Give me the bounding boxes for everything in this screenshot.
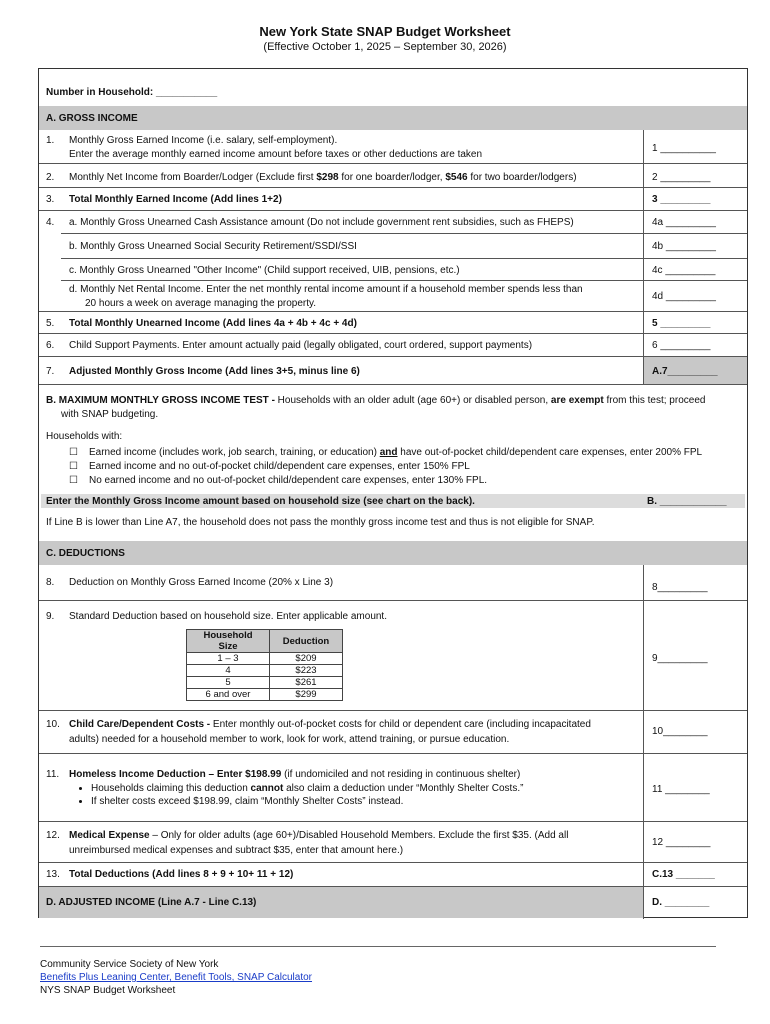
option-130-text: No earned income and no out-of-pocket child/dependent care expenses, enter 130% FPL. (89, 475, 488, 486)
list-item: • If shelter costs exceed $198.99, claim “Monthly Shelter Costs” instead. (91, 795, 523, 808)
row-9-label: Standard Deduction based on household size. Enter applicable amount. (69, 611, 387, 622)
standard-deduction-table (186, 629, 343, 701)
row-11-text: (if undomiciled and not residing in continuous shelter) (281, 769, 521, 780)
row-2-label-pre: Monthly Net Income from Boarder/Lodger (Exclude first (69, 172, 317, 183)
row-12-sublabel: unreimbursed medical expenses and subtract $35, enter that amount here.) (69, 845, 404, 856)
row-divider (39, 356, 747, 357)
row-10-title: Child Care/Dependent Costs - (69, 719, 211, 730)
row-13-number: 13. (46, 869, 60, 880)
row-1-number: 1. (46, 135, 55, 146)
row-divider (39, 886, 747, 887)
row-divider (39, 210, 747, 211)
household-size-cell: 1 – 3 (187, 653, 270, 665)
row-13-label: Total Deductions (Add lines 8 + 9 + 10+ 11 + 12) (69, 869, 294, 880)
row-4c-label: c. Monthly Gross Unearned "Other Income" (Child support received, UIB, pensions, etc.) (69, 265, 460, 276)
row-6-label: Child Support Payments. Enter amount actually paid (legally obligated, court ordered, support payments) (69, 340, 533, 351)
line-c13-input[interactable]: C.13 _______ (652, 869, 715, 880)
row-divider (39, 333, 747, 334)
line-1-input[interactable]: 1 __________ (652, 143, 716, 154)
section-a-header (39, 106, 747, 130)
worksheet-form (38, 68, 748, 918)
table-row (187, 677, 343, 689)
household-count-field[interactable]: Number in Household: ___________ (46, 87, 218, 98)
row-7-number: 7. (46, 366, 55, 377)
household-size-cell: 6 and over (187, 689, 270, 701)
row-1-sublabel: Enter the average monthly earned income amount before taxes or other deductions are taken (69, 149, 483, 160)
table-header-household-size: Household Size (187, 630, 270, 653)
boarder-exclusion-one: $298 (316, 172, 339, 183)
line-10-input[interactable]: 10________ (652, 726, 708, 737)
section-c-title: C. DEDUCTIONS (46, 548, 125, 559)
row-5-number: 5. (46, 318, 55, 329)
enter-gross-income-label: Enter the Monthly Gross Income amount based on household size (see chart on the back). (46, 496, 475, 507)
row-divider (39, 753, 747, 754)
deduction-cell: $209 (270, 653, 343, 665)
row-divider (39, 384, 747, 385)
section-b-text-1: Households with an older adult (age 60+) or disabled person, (274, 395, 551, 406)
row-10-number: 10. (46, 719, 60, 730)
option-200-text-and: and (379, 447, 398, 458)
row-divider (39, 187, 747, 188)
row-2-label-post: for two boarder/lodgers) (467, 172, 577, 183)
checkbox-icon[interactable]: ☐ (69, 475, 78, 486)
table-row (187, 665, 343, 677)
row-4a-label: a. Monthly Gross Unearned Cash Assistance amount (Do not include government rent subsidies, such as FHEPS) (69, 217, 574, 228)
row-2-number: 2. (46, 172, 55, 183)
row-10-sublabel: adults) needed for a household member to work, look for work, attend training, or pursue education. (69, 734, 510, 745)
section-b-title: B. MAXIMUM MONTHLY GROSS INCOME TEST - (46, 395, 275, 406)
row-divider (39, 862, 747, 863)
bullet-1-post: also claim a deduction under “Monthly Shelter Costs.” (283, 783, 524, 794)
bullet-1-cannot: cannot (250, 783, 284, 794)
option-150-fpl[interactable] (69, 461, 470, 472)
row-12-text: – Only for older adults (age 60+)/Disabled Household Members. Exclude the first $35. (Add all (149, 830, 569, 841)
row-divider (39, 600, 747, 601)
section-b-exempt: are exempt (550, 395, 604, 406)
line-4d-input[interactable]: 4d _________ (652, 291, 716, 302)
line-2-input[interactable]: 2 _________ (652, 172, 711, 183)
row-12-label (69, 830, 568, 841)
option-200-text-post: have out-of-pocket child/dependent care expenses, enter 200% FPL (397, 447, 703, 458)
section-b-intro (46, 395, 736, 406)
section-b-text-3: with SNAP budgeting. (61, 409, 159, 420)
row-divider (39, 163, 747, 164)
row-4-number: 4. (46, 217, 55, 228)
line-6-input[interactable]: 6 _________ (652, 340, 711, 351)
row-4d-label: d. Monthly Net Rental Income. Enter the net monthly rental income amount if a household member spends less than (69, 284, 583, 295)
line-12-input[interactable]: 12 ________ (652, 837, 711, 848)
deduction-cell: $261 (270, 677, 343, 689)
line-4c-input[interactable]: 4c _________ (652, 265, 716, 276)
row-divider (61, 233, 747, 234)
table-header-deduction: Deduction (270, 630, 343, 653)
boarder-exclusion-two: $546 (445, 172, 468, 183)
row-11-bullets (69, 782, 523, 808)
row-1-label: Monthly Gross Earned Income (i.e. salary, self-employment). (69, 135, 338, 146)
option-200-fpl[interactable] (69, 447, 702, 458)
row-3-number: 3. (46, 194, 55, 205)
section-a-title: A. GROSS INCOME (46, 113, 138, 124)
row-divider (61, 258, 747, 259)
households-with-label: Households with: (46, 431, 123, 442)
row-divider (39, 710, 747, 711)
line-5-input[interactable]: 5 _________ (652, 318, 711, 329)
footer-org: Community Service Society of New York (40, 959, 219, 970)
list-item (91, 782, 523, 795)
deduction-cell: $299 (270, 689, 343, 701)
row-5-label: Total Monthly Unearned Income (Add lines 4a + 4b + 4c + 4d) (69, 318, 357, 329)
section-d-title: D. ADJUSTED INCOME (Line A.7 - Line C.13) (46, 897, 257, 908)
row-11-number: 11. (46, 769, 60, 780)
row-4b-label: b. Monthly Gross Unearned Social Security Retirement/SSDI/SSI (69, 241, 357, 252)
row-4d-sublabel: 20 hours a week on average managing the property. (85, 298, 317, 309)
row-8-number: 8. (46, 577, 55, 588)
section-c-header (39, 541, 747, 565)
line-b-input[interactable]: B. ____________ (647, 496, 727, 507)
row-7-label: Adjusted Monthly Gross Income (Add lines 3+5, minus line 6) (69, 366, 360, 377)
row-2-label (69, 172, 577, 183)
household-size-cell: 5 (187, 677, 270, 689)
household-size-cell: 4 (187, 665, 270, 677)
deduction-cell: $223 (270, 665, 343, 677)
line-4a-input[interactable]: 4a _________ (652, 217, 716, 228)
footer-doc-title: NYS SNAP Budget Worksheet (40, 985, 176, 996)
row-11-title: Homeless Income Deduction – Enter $198.99 (69, 769, 282, 780)
page-title: New York State SNAP Budget Worksheet (259, 24, 511, 39)
row-11-label (69, 769, 520, 780)
row-10-label (69, 719, 591, 730)
footer-link[interactable]: Benefits Plus Leaning Center, Benefit Tools, SNAP Calculator (40, 972, 313, 983)
row-10-text: Enter monthly out-of-pocket costs for child or dependent care (including incapacitated (210, 719, 591, 730)
option-130-fpl[interactable] (69, 475, 487, 486)
line-8-input[interactable]: 8_________ (652, 582, 708, 593)
line-4b-input[interactable]: 4b _________ (652, 241, 716, 252)
checkbox-icon[interactable]: ☐ (69, 461, 78, 472)
line-11-input[interactable]: 11 ________ (652, 784, 710, 795)
option-150-text: Earned income and no out-of-pocket child/dependent care expenses, enter 150% FPL (89, 461, 470, 472)
row-3-label: Total Monthly Earned Income (Add lines 1+2) (69, 194, 282, 205)
table-row (187, 653, 343, 665)
column-divider (643, 565, 644, 919)
row-6-number: 6. (46, 340, 55, 351)
row-12-title: Medical Expense (69, 830, 150, 841)
row-divider (39, 311, 747, 312)
line-a7-input[interactable]: A.7_________ (652, 366, 718, 377)
line-9-input[interactable]: 9_________ (652, 653, 708, 664)
footer-divider (40, 946, 716, 947)
row-divider (39, 821, 747, 822)
line-3-input[interactable]: 3 _________ (652, 194, 711, 205)
row-8-label: Deduction on Monthly Gross Earned Income (20% x Line 3) (69, 577, 334, 588)
section-b-text-2: from this test; proceed (603, 395, 706, 406)
page-subtitle: (Effective October 1, 2025 – September 30, 2026) (263, 41, 507, 53)
row-divider (61, 280, 747, 281)
bullet-1-pre: Households claiming this deduction (91, 783, 251, 794)
line-d-input[interactable]: D. ________ (652, 897, 710, 908)
table-row (187, 689, 343, 701)
checkbox-icon[interactable]: ☐ (69, 447, 78, 458)
row-12-number: 12. (46, 830, 60, 841)
section-b-note: If Line B is lower than Line A7, the household does not pass the monthly gross income test and thus is not eligible for SNAP. (46, 517, 595, 528)
column-divider (643, 130, 644, 384)
row-9-number: 9. (46, 611, 55, 622)
row-2-label-mid: for one boarder/lodger, (338, 172, 446, 183)
option-200-text-pre: Earned income (includes work, job search, training, or education) (89, 447, 380, 458)
